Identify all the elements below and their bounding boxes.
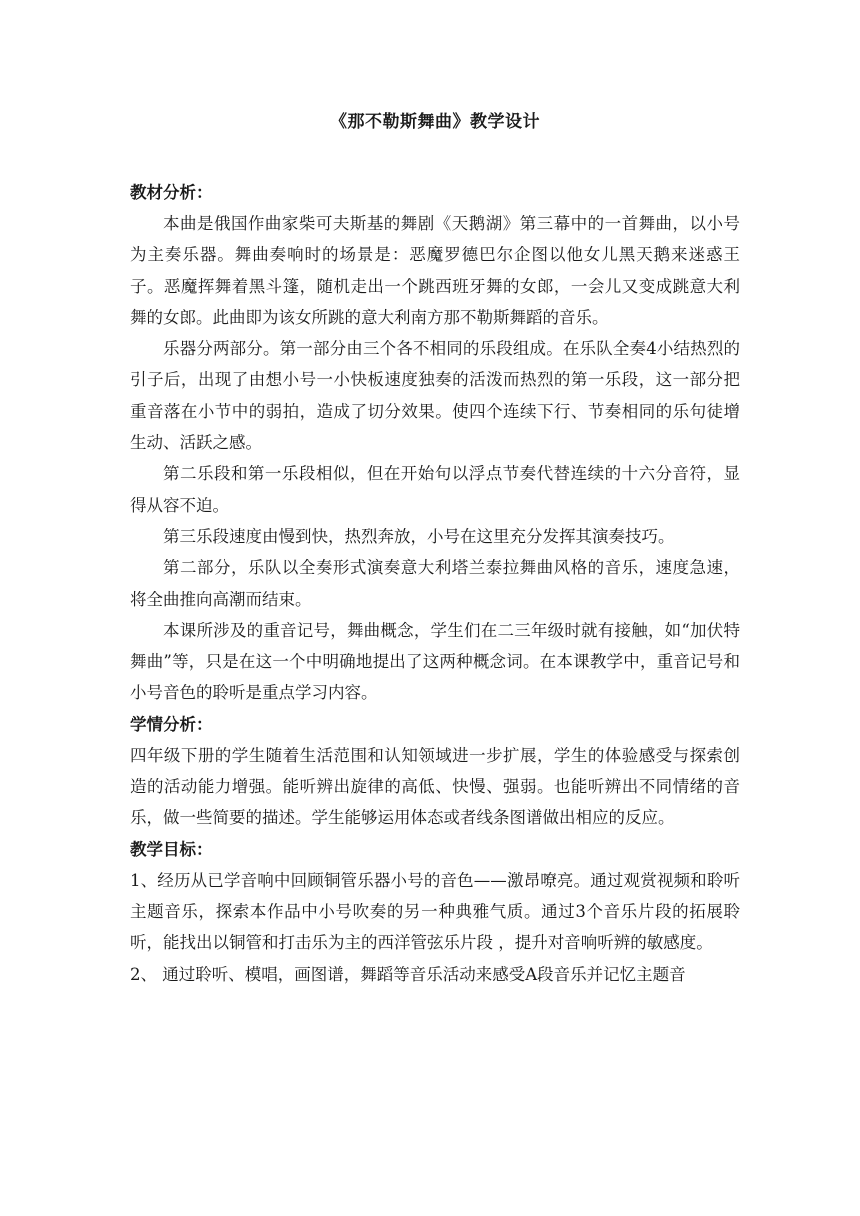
goal-item: 1、经历从已学音响中回顾铜管乐器小号的音色——激昂嘹亮。通过观赏视频和聆听主题音乐，探索本作品中小号吹奏的另一种典雅气质。通过3个音乐片段的拓展聆听，能找出以铜管和打击乐为主的西洋管弦乐片段 ，提升对音响听辨的敏感度。 — [130, 870, 740, 953]
paragraph: 第三乐段速度由慢到快，热烈奔放，小号在这里充分发挥其演奏技巧。 — [163, 526, 675, 546]
goal-item: 2、 通过聆听、模唱，画图谱，舞蹈等音乐活动来感受A段音乐并记忆主题音 — [130, 964, 686, 984]
section-materials — [130, 177, 740, 709]
section-heading-materials: 教材分析： — [130, 183, 213, 202]
paragraph: 第二乐段和第一乐段相似，但在开始句以浮点节奏代替连续的十六分音符，显得从容不迫。 — [130, 464, 740, 515]
section-learners — [130, 709, 740, 834]
document-page — [130, 105, 740, 990]
section-heading-learners: 学情分析： — [130, 714, 213, 734]
paragraph: 四年级下册的学生随着生活范围和认知领域进一步扩展，学生的体验感受与探索创造的活动能力增强。能听辨出旋律的高低、快慢、强弱。也能听辨出不同情绪的音乐，做一些简要的描述。学生能够运用体态或者线条图谱做出相应的反应。 — [130, 745, 740, 828]
section-heading-goals: 教学目标： — [130, 839, 213, 859]
section-goals — [130, 834, 740, 990]
paragraph: 乐器分两部分。第一部分由三个各不相同的乐段组成。在乐队全奏4小结热烈的引子后，出现了由想小号一小快板速度独奏的活泼而热烈的第一乐段，这一部分把重音落在小节中的弱拍，造成了切分效果。使四个连续下行、节奏相同的乐句徒增生动、活跃之感。 — [130, 339, 740, 453]
paragraph: 本曲是俄国作曲家柴可夫斯基的舞剧《天鹅湖》第三幕中的一首舞曲，以小号为主奏乐器。舞曲奏响时的场景是：恶魔罗德巴尔企图以他女儿黑天鹅来迷惑王子。恶魔挥舞着黑斗篷，随机走出一个跳西班牙舞的女郎，一会儿又变成跳意大利舞的女郎。此曲即为该女所跳的意大利南方那不勒斯舞蹈的音乐。 — [130, 214, 740, 327]
document-title: 《那不勒斯舞曲》教学设计 — [330, 112, 540, 132]
paragraph: 本课所涉及的重音记号，舞曲概念，学生们在二三年级时就有接触，如“加伏特舞曲”等，只是在这一个中明确地提出了这两种概念词。在本课教学中，重音记号和小号音色的聆听是重点学习内容。 — [130, 620, 740, 703]
paragraph: 第二部分，乐队以全奏形式演奏意大利塔兰泰拉舞曲风格的音乐，速度急速，将全曲推向高潮而结束。 — [130, 558, 740, 609]
